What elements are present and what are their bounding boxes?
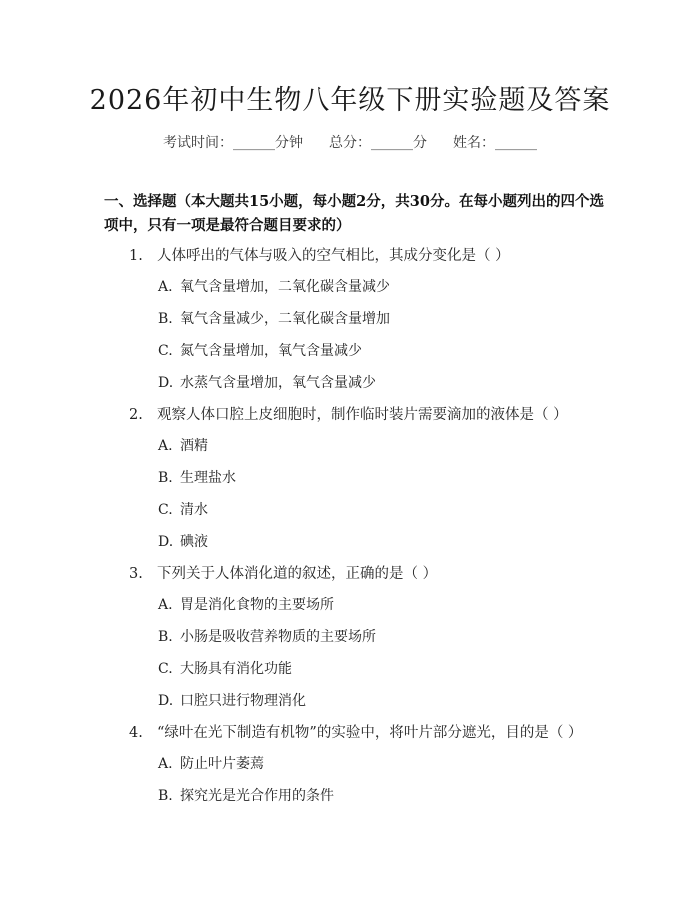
option-text: 大肠具有消化功能 bbox=[180, 661, 292, 677]
section-heading: 一、选择题（本大题共15小题，每小题2分，共30分。在每小题列出的四个选项中，只有一项是最符合题目要求的） bbox=[104, 193, 604, 234]
option-letter: C. bbox=[158, 343, 173, 359]
option-letter: A. bbox=[158, 279, 173, 295]
option-text: 水蒸气含量增加，氧气含量减少 bbox=[180, 375, 376, 391]
option-letter: D. bbox=[158, 534, 174, 550]
option-1d bbox=[158, 372, 376, 392]
question-number: 3. bbox=[129, 566, 143, 582]
option-letter: D. bbox=[158, 693, 174, 709]
option-4a bbox=[158, 753, 264, 773]
option-letter: B. bbox=[158, 470, 173, 486]
option-text: 酒精 bbox=[180, 438, 208, 454]
option-letter: A. bbox=[158, 438, 173, 454]
question-number: 2. bbox=[129, 407, 143, 423]
option-text: 小肠是吸收营养物质的主要场所 bbox=[180, 629, 376, 645]
question-text: 观察人体口腔上皮细胞时，制作临时装片需要滴加的液体是（ ） bbox=[157, 407, 568, 423]
exam-time-field: 考试时间：______分钟 bbox=[163, 135, 303, 151]
question-4 bbox=[129, 721, 582, 742]
option-text: 防止叶片萎蔫 bbox=[180, 756, 264, 772]
option-text: 清水 bbox=[180, 502, 208, 518]
question-3 bbox=[129, 562, 437, 583]
option-text: 口腔只进行物理消化 bbox=[180, 693, 306, 709]
student-name-field: 姓名：______ bbox=[453, 135, 537, 151]
option-text: 碘液 bbox=[180, 534, 208, 550]
option-3b bbox=[158, 626, 376, 646]
option-4b bbox=[158, 785, 334, 805]
option-2d bbox=[158, 531, 208, 551]
option-text: 探究光是光合作用的条件 bbox=[180, 788, 334, 804]
question-text: 人体呼出的气体与吸入的空气相比，其成分变化是（ ） bbox=[157, 248, 510, 264]
option-letter: A. bbox=[158, 756, 173, 772]
option-text: 生理盐水 bbox=[180, 470, 236, 486]
option-text: 氮气含量增加，氧气含量减少 bbox=[180, 343, 362, 359]
option-letter: B. bbox=[158, 788, 173, 804]
option-letter: C. bbox=[158, 661, 173, 677]
total-score-field: 总分：______分 bbox=[329, 135, 427, 151]
option-2c bbox=[158, 499, 208, 519]
page-title: 2026年初中生物八年级下册实验题及答案 bbox=[89, 85, 611, 116]
option-3a bbox=[158, 594, 334, 614]
option-2b bbox=[158, 467, 236, 487]
option-1b bbox=[158, 308, 390, 328]
question-text: 下列关于人体消化道的叙述，正确的是（ ） bbox=[157, 566, 438, 582]
option-text: 氧气含量增加，二氧化碳含量减少 bbox=[180, 279, 390, 295]
option-2a bbox=[158, 435, 208, 455]
option-letter: C. bbox=[158, 502, 173, 518]
option-letter: B. bbox=[158, 311, 173, 327]
option-letter: B. bbox=[158, 629, 173, 645]
option-1c bbox=[158, 340, 362, 360]
option-letter: A. bbox=[158, 597, 173, 613]
question-2 bbox=[129, 403, 568, 424]
question-1 bbox=[129, 244, 510, 265]
option-3d bbox=[158, 690, 306, 710]
option-text: 氧气含量减少，二氧化碳含量增加 bbox=[180, 311, 390, 327]
question-text: “绿叶在光下制造有机物”的实验中，将叶片部分遮光，目的是（ ） bbox=[157, 725, 583, 741]
option-text: 胃是消化食物的主要场所 bbox=[180, 597, 334, 613]
exam-meta bbox=[0, 132, 700, 152]
option-letter: D. bbox=[158, 375, 174, 391]
option-3c bbox=[158, 658, 292, 678]
question-number: 4. bbox=[129, 725, 143, 741]
option-1a bbox=[158, 276, 390, 296]
question-number: 1. bbox=[129, 248, 143, 264]
